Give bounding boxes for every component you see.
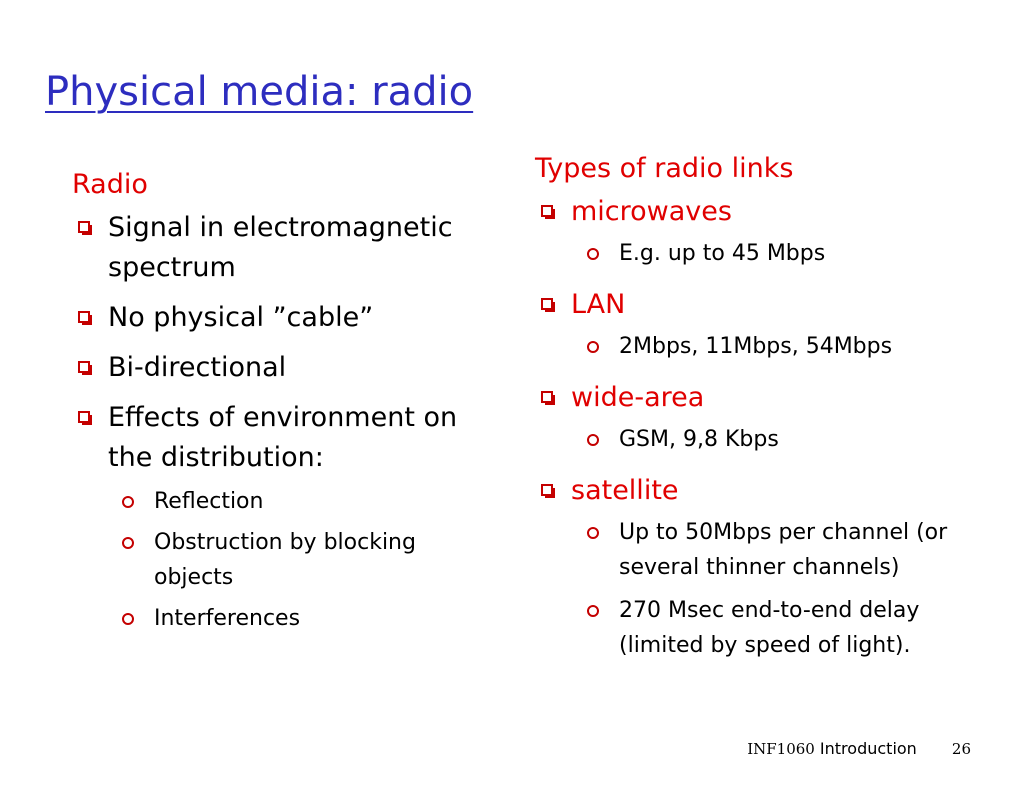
footer-section: Introduction: [819, 739, 917, 758]
link-type-wide-area: [535, 378, 1005, 418]
slide-footer: [747, 738, 971, 760]
link-type-label: microwaves: [571, 196, 732, 227]
link-type-label: wide-area: [571, 382, 705, 413]
circle-bullet-icon: [122, 537, 134, 549]
left-subbullet-1-text: Reflection: [154, 489, 264, 514]
left-bullet-1: [72, 208, 502, 288]
right-heading: Types of radio links: [535, 153, 794, 184]
circle-bullet-icon: [587, 527, 599, 539]
link-type-detail-text: E.g. up to 45 Mbps: [619, 241, 826, 266]
square-bullet-icon: [541, 484, 553, 496]
circle-bullet-icon: [587, 341, 599, 353]
left-subbullet-3: [118, 601, 502, 636]
link-type-detail: [583, 515, 1005, 585]
left-bullet-3-text: Bi-directional: [108, 352, 287, 383]
link-type-label: satellite: [571, 475, 679, 506]
left-subbullet-2-text: Obstruction by blocking objects: [154, 530, 416, 590]
left-subbullet-3-text: Interferences: [154, 606, 301, 631]
link-type-detail-text: 270 Msec end-to-end delay (limited by speed of light).: [619, 598, 920, 658]
link-type-detail-text: Up to 50Mbps per channel (or several thinner channels): [619, 520, 948, 580]
left-column: [72, 166, 502, 636]
left-subbullet-1: [118, 484, 502, 519]
circle-bullet-icon: [122, 496, 134, 508]
link-type-label: LAN: [571, 289, 626, 320]
right-column: [535, 150, 1005, 667]
square-bullet-icon: [541, 298, 553, 310]
square-bullet-icon: [541, 205, 553, 217]
left-bullet-4-text: Effects of environment on the distribution:: [108, 402, 458, 473]
circle-bullet-icon: [587, 434, 599, 446]
left-bullet-2: [72, 298, 502, 338]
link-type-microwaves: [535, 192, 1005, 232]
left-bullet-1-text: Signal in electromagnetic spectrum: [108, 212, 453, 283]
link-type-detail: [583, 236, 1005, 271]
link-type-satellite: [535, 471, 1005, 511]
circle-bullet-icon: [587, 605, 599, 617]
square-bullet-icon: [78, 361, 90, 373]
footer-course: INF1060: [747, 740, 815, 758]
link-type-detail-text: GSM, 9,8 Kbps: [619, 427, 779, 452]
link-type-detail: [583, 422, 1005, 457]
left-bullet-3: [72, 348, 502, 388]
left-bullet-4: [72, 398, 502, 478]
link-type-detail: [583, 593, 1005, 663]
page-number: 26: [951, 740, 971, 758]
square-bullet-icon: [78, 311, 90, 323]
square-bullet-icon: [78, 221, 90, 233]
left-bullet-2-text: No physical ”cable”: [108, 302, 374, 333]
link-type-detail: [583, 329, 1005, 364]
link-type-detail-text: 2Mbps, 11Mbps, 54Mbps: [619, 334, 893, 359]
slide-title: Physical media: radio: [45, 69, 474, 115]
circle-bullet-icon: [587, 248, 599, 260]
square-bullet-icon: [541, 391, 553, 403]
left-heading: Radio: [72, 169, 148, 200]
left-subbullet-2: [118, 525, 502, 595]
circle-bullet-icon: [122, 613, 134, 625]
square-bullet-icon: [78, 411, 90, 423]
link-type-lan: [535, 285, 1005, 325]
